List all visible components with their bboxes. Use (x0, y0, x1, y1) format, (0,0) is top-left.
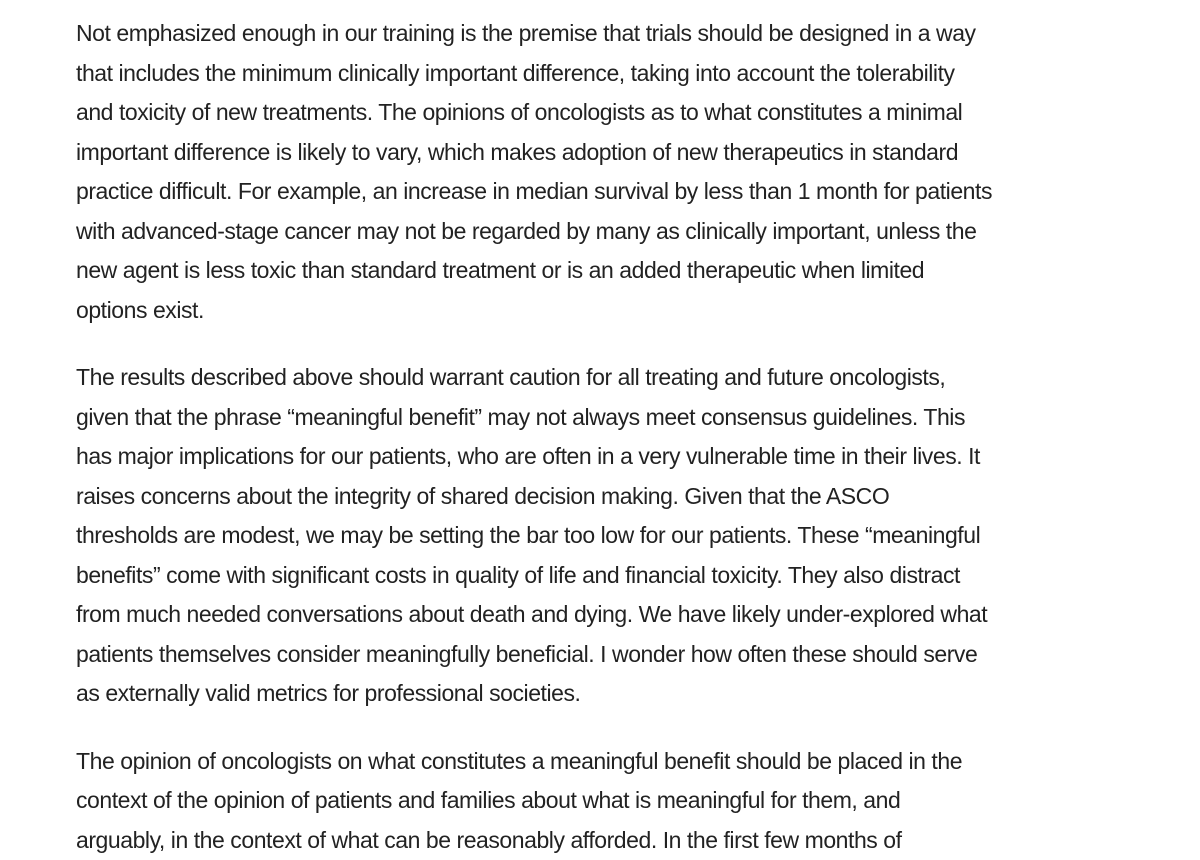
text-line: benefits” come with significant costs in quality of life and financial toxicity. They also distract (76, 561, 960, 588)
text-line: arguably, in the context of what can be reasonably afforded. In the first few months of (76, 826, 902, 853)
text-line: as externally valid metrics for professional societies. (76, 680, 581, 706)
text-line: given that the phrase “meaningful benefit” may not always meet consensus guidelines. This (76, 403, 965, 430)
paragraph-minimum-clinically-important-difference (76, 14, 1116, 330)
text-line: The opinion of oncologists on what constitutes a meaningful benefit should be placed in the (76, 747, 963, 774)
paragraph-meaningful-benefit-caution (76, 358, 1116, 714)
text-line: new agent is less toxic than standard treatment or is an added therapeutic when limited (76, 257, 925, 283)
text-line: context of the opinion of patients and families about what is meaningful for them, and (76, 787, 901, 813)
text-line: from much needed conversations about death and dying. We have likely under-explored what (76, 601, 988, 627)
text-line: raises concerns about the integrity of shared decision making. Given that the ASCO (76, 482, 890, 509)
text-line: that includes the minimum clinically important difference, taking into account the tolerability (76, 59, 955, 86)
text-line: and toxicity of new treatments. The opinions of oncologists as to what constitutes a minimal (76, 99, 963, 125)
text-line: practice difficult. For example, an increase in median survival by less than 1 month for patients (76, 178, 993, 204)
text-line: options exist. (76, 296, 204, 323)
text-line: patients themselves consider meaningfully beneficial. I wonder how often these should serve (76, 640, 978, 667)
article-body (76, 14, 1116, 860)
text-line: important difference is likely to vary, which makes adoption of new therapeutics in standard (76, 138, 959, 165)
text-line: has major implications for our patients, who are often in a very vulnerable time in their lives. It (76, 443, 980, 469)
paragraph-patient-and-family-context (76, 742, 1116, 860)
text-line: with advanced-stage cancer may not be regarded by many as clinically important, unless the (76, 217, 977, 244)
text-line: thresholds are modest, we may be setting the bar too low for our patients. These “meaningful (76, 522, 981, 548)
text-line: Not emphasized enough in our training is the premise that trials should be designed in a way (76, 20, 976, 46)
text-line: The results described above should warrant caution for all treating and future oncologists, (76, 364, 946, 390)
